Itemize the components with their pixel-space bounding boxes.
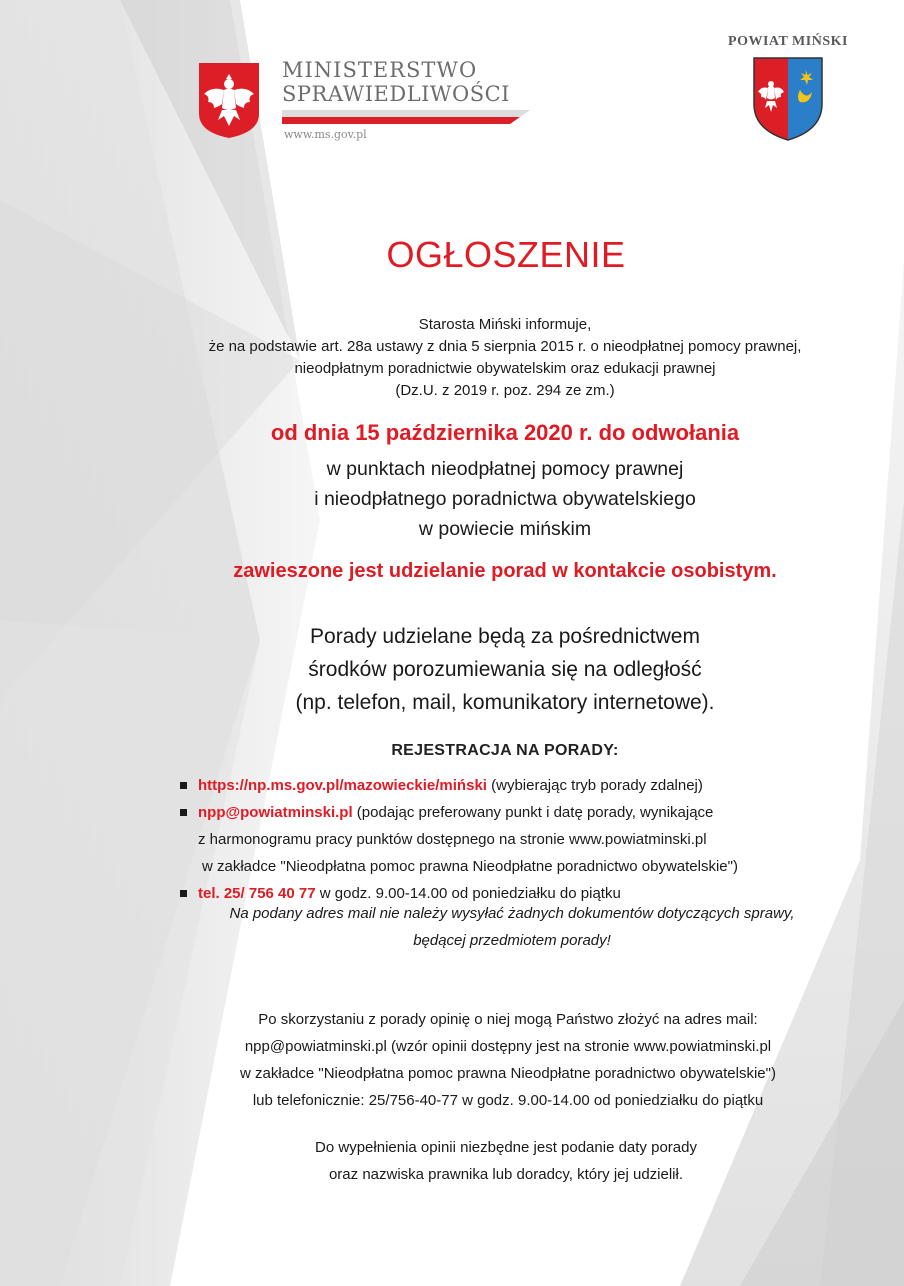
final-paragraph (0, 1134, 904, 1188)
intro-line: Starosta Miński informuje, (418, 316, 592, 333)
list-item-text: (wybierając tryb porady zdalnej) (486, 777, 703, 794)
final-line: oraz nazwiska prawnika lub doradcy, który jej udzielił. (328, 1166, 684, 1183)
list-item-text: (podając preferowany punkt i datę porady, wynikające (352, 804, 714, 821)
remote-line: środków porozumiewania się na odległość (308, 658, 702, 681)
bullet-icon (180, 890, 187, 897)
registration-title: REJESTRACJA NA PORADY: (391, 742, 619, 759)
date-line: od dnia 15 października 2020 r. do odwołania (270, 420, 740, 445)
intro-line: że na podstawie art. 28a ustawy z dnia 5 sierpnia 2015 r. o nieodpłatnej pomocy prawnej, (208, 338, 802, 355)
list-item-continuation: w zakładce "Nieodpłatna pomoc prawna Nieodpłatne poradnictwo obywatelskie") (202, 858, 738, 875)
opinion-paragraph (0, 1006, 904, 1114)
note-line: Na podany adres mail nie należy wysyłać żadnych dokumentów dotyczących sprawy, (229, 905, 795, 922)
opinion-line: npp@powiatminski.pl (wzór opinii dostępny jest na stronie www.powiatminski.pl (244, 1038, 772, 1055)
ministry-name-line1: MINISTERSTWO (282, 58, 478, 82)
opinion-line: w zakładce "Nieodpłatna pomoc prawna Nieodpłatne poradnictwo obywatelskie") (240, 1065, 776, 1082)
warning-note (0, 900, 904, 954)
points-paragraph (0, 454, 904, 544)
list-item-continuation: z harmonogramu pracy punktów dostępnego na stronie www.powiatminski.pl (198, 831, 707, 848)
bullet-icon (180, 809, 187, 816)
bullet-icon (180, 782, 187, 789)
note-line: będącej przedmiotem porady! (413, 932, 611, 949)
remote-advice-paragraph (0, 620, 904, 719)
final-line: Do wypełnienia opinii niezbędne jest podanie daty porady (315, 1139, 697, 1156)
list-item (180, 772, 900, 799)
remote-line: Porady udzielane będą za pośrednictwem (310, 625, 700, 648)
list-item (180, 799, 900, 826)
registration-url-link[interactable]: https://np.ms.gov.pl/mazowieckie/miński (198, 777, 487, 794)
intro-line: (Dz.U. z 2019 r. poz. 294 ze zm.) (395, 382, 615, 399)
registration-phone-link[interactable]: tel. 25/ 756 40 77 (198, 885, 316, 902)
points-line: w punktach nieodpłatnej pomocy prawnej (326, 458, 684, 480)
intro-line: nieodpłatnym poradnictwie obywatelskim oraz edukacji prawnej (294, 360, 716, 377)
opinion-line: lub telefonicznie: 25/756-40-77 w godz. 9.00-14.00 od poniedziałku do piątku (252, 1092, 764, 1109)
powiat-coat-of-arms-icon (752, 56, 824, 144)
list-item-text: w godz. 9.00-14.00 od poniedziałku do piątku (315, 885, 621, 902)
ministry-url: www.ms.gov.pl (284, 128, 367, 141)
registration-list (180, 772, 900, 907)
polish-eagle-emblem-icon (196, 60, 262, 140)
intro-paragraph (0, 314, 904, 402)
registration-email-link[interactable]: npp@powiatminski.pl (198, 804, 353, 821)
ministry-name (282, 58, 542, 106)
points-line: w powiecie mińskim (418, 518, 592, 540)
announcement-title: OGŁOSZENIE (386, 234, 626, 275)
remote-line: (np. telefon, mail, komunikatory internetowe). (295, 691, 715, 714)
points-line: i nieodpłatnego poradnictwa obywatelskiego (314, 488, 696, 510)
flag-stripe-icon (282, 110, 530, 124)
suspension-notice: zawieszone jest udzielanie porad w kontakcie osobistym. (233, 560, 777, 582)
ministry-name-line2: SPRAWIEDLIWOŚCI (282, 82, 510, 106)
opinion-line: Po skorzystaniu z porady opinię o niej mogą Państwo złożyć na adres mail: (258, 1011, 758, 1028)
powiat-title: POWIAT MIŃSKI (728, 34, 848, 49)
